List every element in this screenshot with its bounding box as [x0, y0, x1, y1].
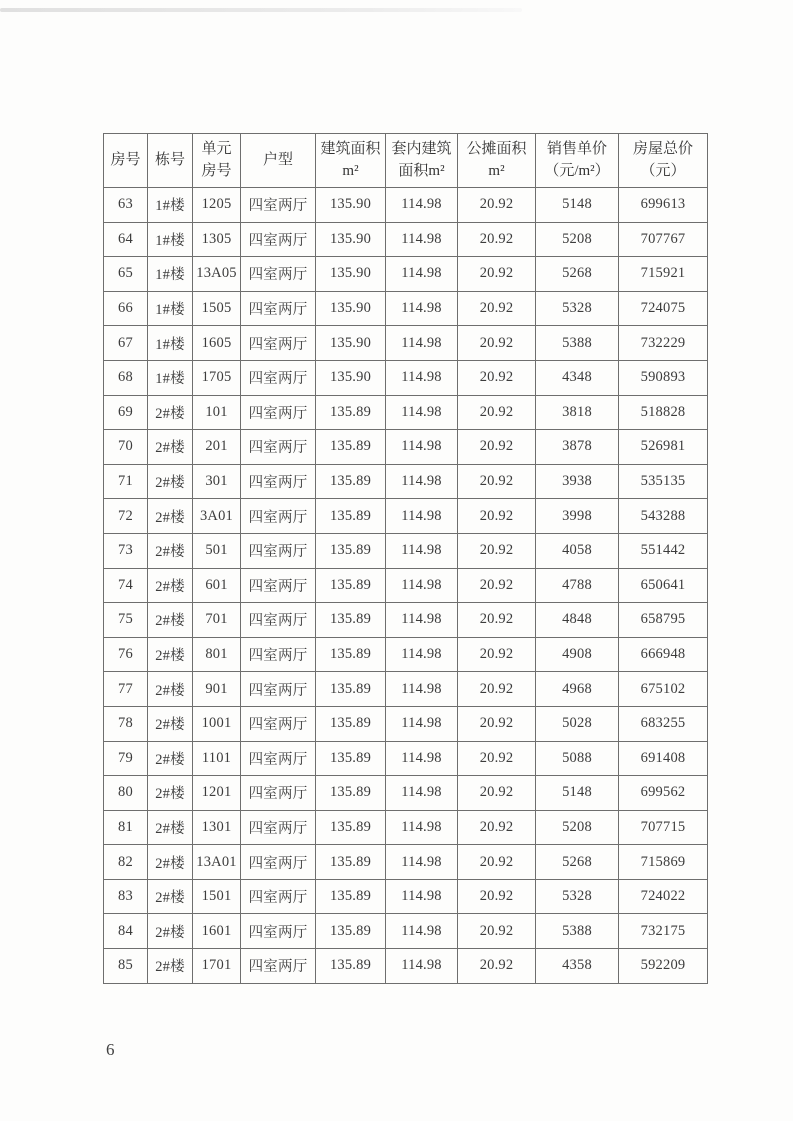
table-cell: 114.98 — [386, 741, 458, 776]
table-cell: 699562 — [619, 776, 708, 811]
table-cell: 四室两厅 — [241, 257, 316, 292]
table-cell: 68 — [104, 360, 148, 395]
table-cell: 135.89 — [316, 706, 386, 741]
table-cell: 135.90 — [316, 188, 386, 223]
table-cell: 67 — [104, 326, 148, 361]
table-cell: 3998 — [536, 499, 619, 534]
table-cell: 114.98 — [386, 914, 458, 949]
table-cell: 2#楼 — [148, 741, 193, 776]
table-cell: 20.92 — [458, 188, 536, 223]
table-cell: 650641 — [619, 568, 708, 603]
table-cell: 135.90 — [316, 257, 386, 292]
table-cell: 20.92 — [458, 706, 536, 741]
table-cell: 84 — [104, 914, 148, 949]
table-cell: 5328 — [536, 291, 619, 326]
table-cell: 4968 — [536, 672, 619, 707]
table-cell: 2#楼 — [148, 430, 193, 465]
table-cell: 1301 — [193, 810, 241, 845]
table-cell: 1201 — [193, 776, 241, 811]
table-cell: 1505 — [193, 291, 241, 326]
table-cell: 4348 — [536, 360, 619, 395]
table-cell: 13A01 — [193, 845, 241, 880]
table-cell: 20.92 — [458, 776, 536, 811]
table-cell: 20.92 — [458, 672, 536, 707]
table-cell: 20.92 — [458, 568, 536, 603]
table-cell: 20.92 — [458, 222, 536, 257]
table-cell: 5388 — [536, 326, 619, 361]
table-row — [104, 879, 708, 914]
table-cell: 5088 — [536, 741, 619, 776]
table-cell: 四室两厅 — [241, 222, 316, 257]
table-cell: 2#楼 — [148, 568, 193, 603]
table-cell: 四室两厅 — [241, 603, 316, 638]
table-cell: 四室两厅 — [241, 291, 316, 326]
table-cell: 715869 — [619, 845, 708, 880]
table-cell: 114.98 — [386, 188, 458, 223]
table-cell: 114.98 — [386, 222, 458, 257]
table-cell: 四室两厅 — [241, 499, 316, 534]
table-cell: 四室两厅 — [241, 914, 316, 949]
column-header: 单元 房号 — [193, 134, 241, 188]
table-cell: 901 — [193, 672, 241, 707]
table-cell: 四室两厅 — [241, 741, 316, 776]
column-header: 房号 — [104, 134, 148, 188]
table-cell: 135.89 — [316, 533, 386, 568]
table-cell: 20.92 — [458, 845, 536, 880]
table-cell: 77 — [104, 672, 148, 707]
table-cell: 114.98 — [386, 291, 458, 326]
column-header: 户型 — [241, 134, 316, 188]
table-cell: 801 — [193, 637, 241, 672]
table-cell: 4848 — [536, 603, 619, 638]
table-cell: 135.89 — [316, 672, 386, 707]
table-row — [104, 291, 708, 326]
table-cell: 20.92 — [458, 879, 536, 914]
table-cell: 2#楼 — [148, 949, 193, 984]
table-cell: 20.92 — [458, 810, 536, 845]
table-row — [104, 706, 708, 741]
table-cell: 675102 — [619, 672, 708, 707]
table-cell: 20.92 — [458, 430, 536, 465]
table-cell: 65 — [104, 257, 148, 292]
table-cell: 543288 — [619, 499, 708, 534]
table-cell: 2#楼 — [148, 533, 193, 568]
table-cell: 5028 — [536, 706, 619, 741]
table-cell: 3878 — [536, 430, 619, 465]
table-row — [104, 810, 708, 845]
table-cell: 592209 — [619, 949, 708, 984]
table-cell: 590893 — [619, 360, 708, 395]
table-cell: 3938 — [536, 464, 619, 499]
table-row — [104, 360, 708, 395]
table-cell: 63 — [104, 188, 148, 223]
table-row — [104, 741, 708, 776]
table-cell: 135.90 — [316, 360, 386, 395]
table-row — [104, 914, 708, 949]
table-cell: 5328 — [536, 879, 619, 914]
table-cell: 1305 — [193, 222, 241, 257]
table-cell: 2#楼 — [148, 879, 193, 914]
table-cell: 20.92 — [458, 603, 536, 638]
table-row — [104, 326, 708, 361]
table-cell: 1101 — [193, 741, 241, 776]
table-cell: 201 — [193, 430, 241, 465]
table-cell: 1#楼 — [148, 291, 193, 326]
page-number: 6 — [106, 1040, 115, 1059]
table-cell: 4058 — [536, 533, 619, 568]
table-cell: 114.98 — [386, 603, 458, 638]
table-cell: 72 — [104, 499, 148, 534]
table-row — [104, 776, 708, 811]
table-cell: 四室两厅 — [241, 949, 316, 984]
table-cell: 20.92 — [458, 257, 536, 292]
table-cell: 20.92 — [458, 949, 536, 984]
table-cell: 601 — [193, 568, 241, 603]
table-row — [104, 949, 708, 984]
table-cell: 135.89 — [316, 845, 386, 880]
table-cell: 518828 — [619, 395, 708, 430]
price-table — [103, 133, 708, 984]
table-cell: 683255 — [619, 706, 708, 741]
table-cell: 2#楼 — [148, 845, 193, 880]
table-cell: 78 — [104, 706, 148, 741]
table-cell: 135.89 — [316, 949, 386, 984]
table-cell: 135.90 — [316, 291, 386, 326]
table-cell: 2#楼 — [148, 776, 193, 811]
table-cell: 20.92 — [458, 533, 536, 568]
table-cell: 四室两厅 — [241, 360, 316, 395]
column-header: 房屋总价 （元） — [619, 134, 708, 188]
table-cell: 74 — [104, 568, 148, 603]
scan-artifact — [0, 8, 522, 12]
table-cell: 4908 — [536, 637, 619, 672]
column-header: 套内建筑 面积m² — [386, 134, 458, 188]
table-cell: 1705 — [193, 360, 241, 395]
table-cell: 135.89 — [316, 741, 386, 776]
table-cell: 135.89 — [316, 914, 386, 949]
table-cell: 20.92 — [458, 395, 536, 430]
table-cell: 2#楼 — [148, 464, 193, 499]
table-cell: 79 — [104, 741, 148, 776]
table-cell: 551442 — [619, 533, 708, 568]
table-cell: 114.98 — [386, 464, 458, 499]
table-cell: 四室两厅 — [241, 568, 316, 603]
table-cell: 114.98 — [386, 706, 458, 741]
table-cell: 114.98 — [386, 257, 458, 292]
table-cell: 135.89 — [316, 430, 386, 465]
table-cell: 135.90 — [316, 222, 386, 257]
table-cell: 四室两厅 — [241, 464, 316, 499]
table-row — [104, 222, 708, 257]
table-cell: 20.92 — [458, 499, 536, 534]
table-cell: 20.92 — [458, 326, 536, 361]
column-header: 栋号 — [148, 134, 193, 188]
table-cell: 四室两厅 — [241, 845, 316, 880]
table-cell: 715921 — [619, 257, 708, 292]
table-cell: 73 — [104, 533, 148, 568]
table-cell: 114.98 — [386, 568, 458, 603]
table-cell: 66 — [104, 291, 148, 326]
table-cell: 四室两厅 — [241, 395, 316, 430]
table-cell: 707715 — [619, 810, 708, 845]
table-cell: 5208 — [536, 810, 619, 845]
table-row — [104, 188, 708, 223]
table-cell: 691408 — [619, 741, 708, 776]
table-cell: 1#楼 — [148, 360, 193, 395]
table-cell: 四室两厅 — [241, 672, 316, 707]
table-cell: 1#楼 — [148, 257, 193, 292]
column-header: 销售单价 （元/m²） — [536, 134, 619, 188]
table-cell: 707767 — [619, 222, 708, 257]
table-cell: 732175 — [619, 914, 708, 949]
table-cell: 114.98 — [386, 360, 458, 395]
table-cell: 85 — [104, 949, 148, 984]
table-row — [104, 672, 708, 707]
table-cell: 1#楼 — [148, 222, 193, 257]
table-cell: 114.98 — [386, 879, 458, 914]
table-cell: 69 — [104, 395, 148, 430]
table-cell: 四室两厅 — [241, 430, 316, 465]
table-cell: 114.98 — [386, 776, 458, 811]
table-cell: 1501 — [193, 879, 241, 914]
table-cell: 3A01 — [193, 499, 241, 534]
table-cell: 135.89 — [316, 395, 386, 430]
table-row — [104, 499, 708, 534]
table-cell: 135.89 — [316, 464, 386, 499]
table-cell: 20.92 — [458, 914, 536, 949]
table-cell: 666948 — [619, 637, 708, 672]
table-cell: 64 — [104, 222, 148, 257]
table-cell: 四室两厅 — [241, 188, 316, 223]
table-row — [104, 845, 708, 880]
table-cell: 114.98 — [386, 637, 458, 672]
table-row — [104, 568, 708, 603]
table-cell: 5388 — [536, 914, 619, 949]
table-body — [104, 188, 708, 984]
table-cell: 658795 — [619, 603, 708, 638]
table-cell: 526981 — [619, 430, 708, 465]
table-cell: 2#楼 — [148, 637, 193, 672]
table-cell: 75 — [104, 603, 148, 638]
table-cell: 699613 — [619, 188, 708, 223]
table-cell: 5148 — [536, 776, 619, 811]
table-row — [104, 430, 708, 465]
table-cell: 114.98 — [386, 533, 458, 568]
table-cell: 四室两厅 — [241, 533, 316, 568]
table-cell: 4788 — [536, 568, 619, 603]
table-cell: 135.89 — [316, 776, 386, 811]
table-cell: 4358 — [536, 949, 619, 984]
table-cell: 114.98 — [386, 845, 458, 880]
table-cell: 135.89 — [316, 637, 386, 672]
table-cell: 80 — [104, 776, 148, 811]
table-cell: 5268 — [536, 845, 619, 880]
table-cell: 四室两厅 — [241, 879, 316, 914]
table-cell: 2#楼 — [148, 706, 193, 741]
table-cell: 701 — [193, 603, 241, 638]
table-cell: 732229 — [619, 326, 708, 361]
table-row — [104, 257, 708, 292]
table-cell: 四室两厅 — [241, 810, 316, 845]
table-row — [104, 395, 708, 430]
table-cell: 135.89 — [316, 810, 386, 845]
table-cell: 535135 — [619, 464, 708, 499]
table-row — [104, 464, 708, 499]
table-cell: 20.92 — [458, 637, 536, 672]
table-cell: 1#楼 — [148, 326, 193, 361]
table-cell: 301 — [193, 464, 241, 499]
table-cell: 101 — [193, 395, 241, 430]
table-cell: 114.98 — [386, 949, 458, 984]
table-row — [104, 637, 708, 672]
table-cell: 70 — [104, 430, 148, 465]
table-cell: 1601 — [193, 914, 241, 949]
table-cell: 20.92 — [458, 291, 536, 326]
table-cell: 5148 — [536, 188, 619, 223]
table-cell: 76 — [104, 637, 148, 672]
table-cell: 20.92 — [458, 360, 536, 395]
table-cell: 四室两厅 — [241, 776, 316, 811]
table-cell: 114.98 — [386, 395, 458, 430]
column-header: 建筑面积 m² — [316, 134, 386, 188]
table-cell: 2#楼 — [148, 914, 193, 949]
table-cell: 2#楼 — [148, 603, 193, 638]
table-cell: 2#楼 — [148, 672, 193, 707]
table-cell: 114.98 — [386, 326, 458, 361]
table-cell: 2#楼 — [148, 810, 193, 845]
table-cell: 724022 — [619, 879, 708, 914]
table-cell: 1#楼 — [148, 188, 193, 223]
header-row — [104, 134, 708, 188]
table-cell: 5208 — [536, 222, 619, 257]
table-cell: 114.98 — [386, 810, 458, 845]
table-cell: 2#楼 — [148, 499, 193, 534]
table-cell: 1205 — [193, 188, 241, 223]
table-cell: 135.89 — [316, 879, 386, 914]
table-row — [104, 603, 708, 638]
table-cell: 135.89 — [316, 603, 386, 638]
table-cell: 5268 — [536, 257, 619, 292]
table-cell: 501 — [193, 533, 241, 568]
table-cell: 135.89 — [316, 499, 386, 534]
table-cell: 1605 — [193, 326, 241, 361]
table-cell: 四室两厅 — [241, 326, 316, 361]
table-cell: 135.90 — [316, 326, 386, 361]
table-cell: 四室两厅 — [241, 706, 316, 741]
table-cell: 1001 — [193, 706, 241, 741]
table-row — [104, 533, 708, 568]
table-cell: 71 — [104, 464, 148, 499]
table-cell: 20.92 — [458, 741, 536, 776]
table-cell: 81 — [104, 810, 148, 845]
table-cell: 四室两厅 — [241, 637, 316, 672]
table-cell: 82 — [104, 845, 148, 880]
table-cell: 2#楼 — [148, 395, 193, 430]
table-cell: 3818 — [536, 395, 619, 430]
table-cell: 114.98 — [386, 430, 458, 465]
table-cell: 114.98 — [386, 499, 458, 534]
table-cell: 20.92 — [458, 464, 536, 499]
table-cell: 83 — [104, 879, 148, 914]
table-cell: 114.98 — [386, 672, 458, 707]
table-cell: 724075 — [619, 291, 708, 326]
column-header: 公摊面积 m² — [458, 134, 536, 188]
table-cell: 135.89 — [316, 568, 386, 603]
table-cell: 1701 — [193, 949, 241, 984]
table-cell: 13A05 — [193, 257, 241, 292]
